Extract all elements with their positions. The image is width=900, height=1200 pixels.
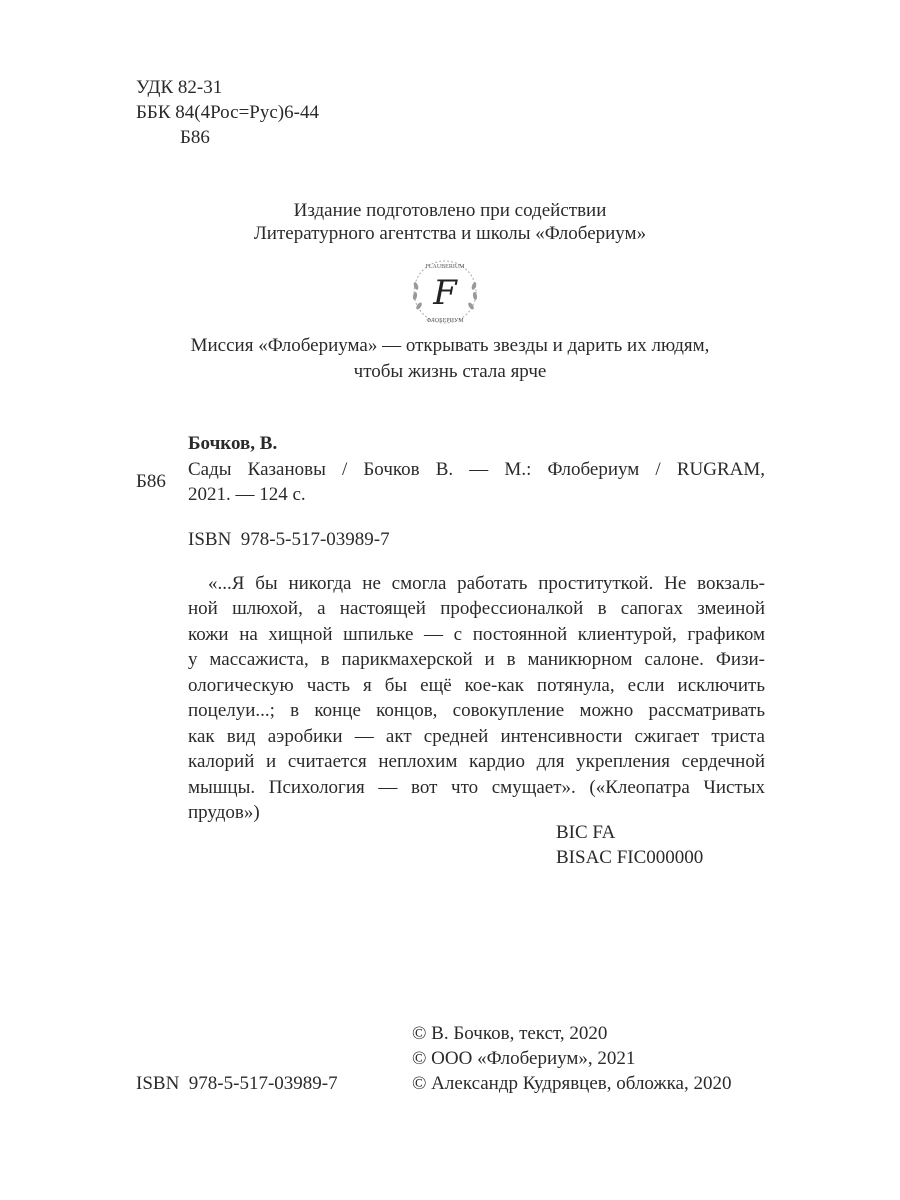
copyright-line: © В. Бочков, текст, 2020 xyxy=(412,1023,608,1044)
annotation-line: у массажиста, в парикмахерской и в маникюрном салоне. Физи- xyxy=(188,649,765,670)
annotation-line: как вид аэробики — акт средней интенсивности сжигает триста xyxy=(188,726,765,747)
udk-code: УДК 82-31 xyxy=(136,77,223,98)
sponsor-line-1: Издание подготовлено при содействии xyxy=(293,200,607,221)
bic-code: BIC FA xyxy=(556,822,616,843)
annotation-line: ологическую часть я бы ещё кое-как потянула, если исключить xyxy=(188,675,765,696)
bisac-code: BISAC FIC000000 xyxy=(556,847,704,868)
copyright-line: © ООО «Флобериум», 2021 xyxy=(412,1048,636,1069)
annotation-line: поцелуи...; в конце концов, совокупление можно рассматривать xyxy=(188,700,765,721)
bbk-code: ББК 84(4Рос=Рус)6-44 xyxy=(136,102,319,123)
sponsor-line-2: Литературного агентства и школы «Флобериум» xyxy=(253,223,647,244)
annotation-line: «...Я бы никогда не смогла работать проституткой. Не вокзаль- xyxy=(208,573,765,594)
author-mark: Б86 xyxy=(180,127,210,148)
flauberium-logo xyxy=(404,258,486,326)
mission-line-1: Миссия «Флобериума» — открывать звезды и дарить их людям, xyxy=(190,335,710,356)
footer-isbn: ISBN 978-5-517-03989-7 xyxy=(136,1073,338,1094)
svg-text:FLAUBERIUM: FLAUBERIUM xyxy=(425,264,465,270)
catalog-author: Бочков, В. xyxy=(188,433,278,454)
annotation-line: прудов») xyxy=(188,802,260,823)
svg-text:ФЛОБЕРИУМ: ФЛОБЕРИУМ xyxy=(426,318,464,324)
catalog-year-pages: 2021. — 124 с. xyxy=(188,484,306,505)
annotation-line: калорий и считается неплохим кардио для укрепления сердечной xyxy=(188,751,765,772)
mission-line-2: чтобы жизнь стала ярче xyxy=(353,361,547,382)
copyright-line: © Александр Кудрявцев, обложка, 2020 xyxy=(412,1073,732,1094)
catalog-title-line: Сады Казановы / Бочков В. — М.: Флобериум / RUGRAM, xyxy=(188,459,765,480)
catalog-isbn: ISBN 978-5-517-03989-7 xyxy=(188,529,390,550)
annotation-line: кожи на хищной шпильке — с постоянной клиентурой, графиком xyxy=(188,624,765,645)
svg-text:F: F xyxy=(433,273,457,313)
annotation-line: ной шлюхой, а настоящей профессионалкой в сапогах змеиной xyxy=(188,598,765,619)
annotation-line: мышцы. Психология — вот что смущает». («Клеопатра Чистых xyxy=(188,777,765,798)
catalog-mark: Б86 xyxy=(136,471,166,492)
